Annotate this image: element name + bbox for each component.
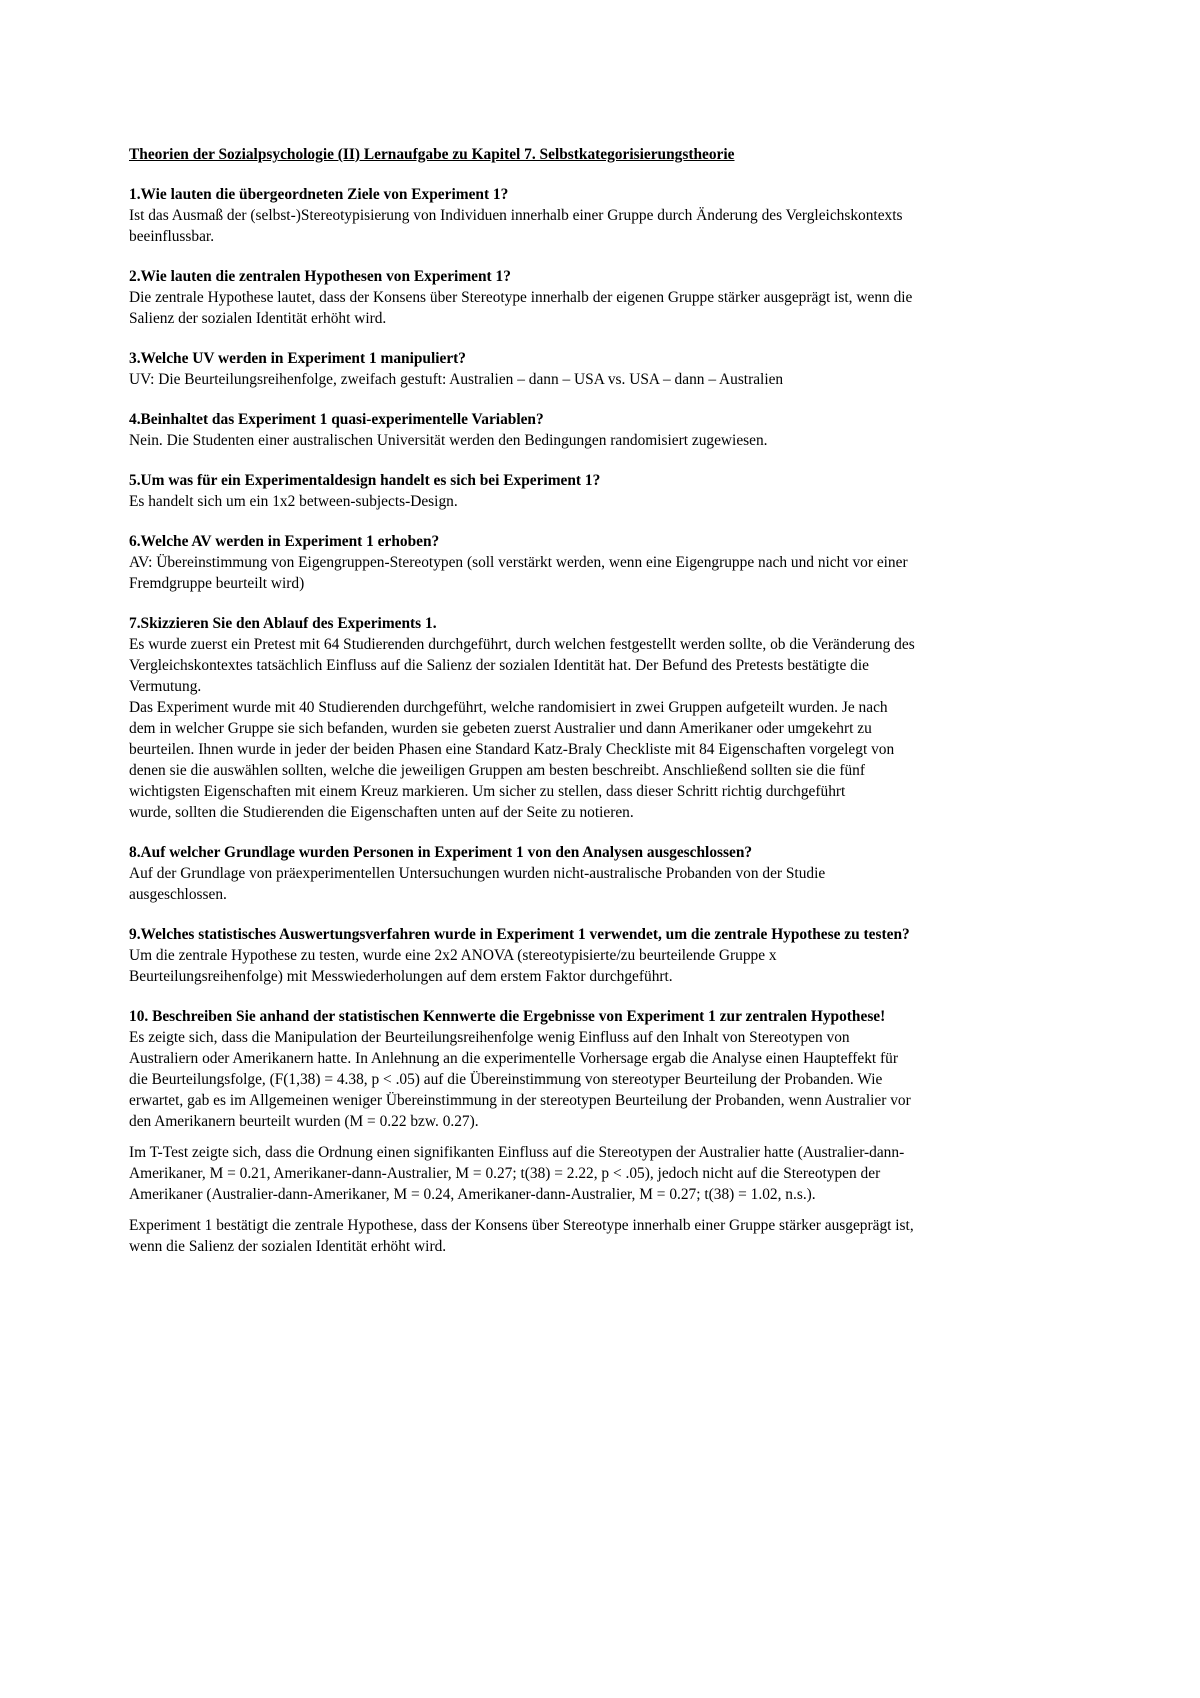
answer-line: Um die zentrale Hypothese zu testen, wurde eine 2x2 ANOVA (stereotypisierte/zu beurteilende Gruppe x — [129, 947, 777, 964]
document-content — [129, 144, 1069, 1276]
answer-line: Das Experiment wurde mit 40 Studierenden durchgeführt, welche randomisiert in zwei Gruppen aufgeteilt wurden. Je nach — [129, 699, 888, 716]
question-heading: 1.Wie lauten die übergeordneten Ziele von Experiment 1? — [129, 186, 509, 203]
answer-line: Beurteilungsreihenfolge) mit Messwiederholungen auf dem erstem Faktor durchgeführt. — [129, 968, 673, 985]
answer-line: beeinflussbar. — [129, 228, 215, 245]
answer-paragraph — [129, 287, 1069, 329]
question-heading: 3.Welche UV werden in Experiment 1 manipuliert? — [129, 350, 467, 367]
question-heading: 4.Beinhaltet das Experiment 1 quasi-experimentelle Variablen? — [129, 411, 544, 428]
answer-line: ausgeschlossen. — [129, 886, 227, 903]
answer-line: wenn die Salienz der sozialen Identität erhöht wird. — [129, 1238, 447, 1255]
question-heading: 2.Wie lauten die zentralen Hypothesen von Experiment 1? — [129, 268, 511, 285]
qa-block — [129, 613, 1069, 823]
answer-line: Amerikaner, M = 0.21, Amerikaner-dann-Australier, M = 0.27; t(38) = 2.22, p < .05), jedoch nicht auf die Stereotypen der — [129, 1165, 881, 1182]
qa-block — [129, 924, 1069, 987]
qa-list — [129, 184, 1069, 1257]
answer-line: Es handelt sich um ein 1x2 between-subjects-Design. — [129, 493, 458, 510]
qa-block — [129, 842, 1069, 905]
document-title: Theorien der Sozialpsychologie (II) Lernaufgabe zu Kapitel 7. Selbstkategorisierungstheorie — [129, 146, 735, 163]
answer-line: Vermutung. — [129, 678, 202, 695]
qa-block — [129, 348, 1069, 390]
answer-paragraph — [129, 552, 1069, 594]
question-heading: 8.Auf welcher Grundlage wurden Personen in Experiment 1 von den Analysen ausgeschlossen? — [129, 844, 753, 861]
question-heading: 10. Beschreiben Sie anhand der statistischen Kennwerte die Ergebnisse von Experiment 1 zur zentralen Hypothese! — [129, 1008, 886, 1025]
answer-paragraph — [129, 369, 1069, 390]
question-heading: 9.Welches statistisches Auswertungsverfahren wurde in Experiment 1 verwendet, um die zentrale Hypothese zu testen? — [129, 926, 910, 943]
answer-line: Australiern oder Amerikanern hatte. In Anlehnung an die experimentelle Vorhersage ergab die Analyse einen Haupteffekt für — [129, 1050, 898, 1067]
answer-line: UV: Die Beurteilungsreihenfolge, zweifach gestuft: Australien – dann – USA vs. USA – dann – Australien — [129, 371, 784, 388]
answer-line: Es wurde zuerst ein Pretest mit 64 Studierenden durchgeführt, durch welchen festgestellt werden sollte, ob die Veränderung des — [129, 636, 915, 653]
answer-paragraph — [129, 634, 1069, 697]
answer-line: Auf der Grundlage von präexperimentellen Untersuchungen wurden nicht-australische Probanden von der Studie — [129, 865, 826, 882]
answer-paragraph — [129, 945, 1069, 987]
answer-paragraph — [129, 863, 1069, 905]
qa-block — [129, 470, 1069, 512]
question-heading: 6.Welche AV werden in Experiment 1 erhoben? — [129, 533, 440, 550]
answer-line: erwartet, gab es im Allgemeinen weniger Übereinstimmung in der stereotypen Beurteilung der Probanden, wenn Australier vor — [129, 1092, 911, 1109]
answer-paragraph — [129, 1215, 1069, 1257]
question-heading: 5.Um was für ein Experimentaldesign handelt es sich bei Experiment 1? — [129, 472, 601, 489]
answer-line: Experiment 1 bestätigt die zentrale Hypothese, dass der Konsens über Stereotype innerhalb einer Gruppe stärker ausgeprägt ist, — [129, 1217, 914, 1234]
answer-paragraph — [129, 1027, 1069, 1132]
answer-line: beurteilen. Ihnen wurde in jeder der beiden Phasen eine Standard Katz-Braly Checkliste mit 84 Eigenschaften vorgelegt von — [129, 741, 895, 758]
answer-paragraph — [129, 491, 1069, 512]
answer-paragraph — [129, 430, 1069, 451]
answer-line: den Amerikanern beurteilt wurden (M = 0.22 bzw. 0.27). — [129, 1113, 479, 1130]
answer-line: Vergleichskontextes tatsächlich Einfluss auf die Salienz der sozialen Identität hat. Der Befund des Pretests bestätigte die — [129, 657, 869, 674]
qa-block — [129, 409, 1069, 451]
qa-block — [129, 531, 1069, 594]
answer-line: Fremdgruppe beurteilt wird) — [129, 575, 305, 592]
answer-line: dem in welcher Gruppe sie sich befanden, wurden sie gebeten zuerst Australier und dann Amerikaner oder umgekehrt zu — [129, 720, 872, 737]
answer-paragraph — [129, 697, 1069, 823]
answer-line: Die zentrale Hypothese lautet, dass der Konsens über Stereotype innerhalb der eigenen Gruppe stärker ausgeprägt ist, wenn die — [129, 289, 913, 306]
answer-line: Salienz der sozialen Identität erhöht wird. — [129, 310, 387, 327]
answer-paragraph — [129, 205, 1069, 247]
question-heading: 7.Skizzieren Sie den Ablauf des Experiments 1. — [129, 615, 437, 632]
answer-line: denen sie die auswählen sollten, welche die jeweiligen Gruppen am besten beschreibt. Anschließend sollten sie die fünf — [129, 762, 865, 779]
qa-block — [129, 266, 1069, 329]
answer-line: Nein. Die Studenten einer australischen Universität werden den Bedingungen randomisiert zugewiesen. — [129, 432, 768, 449]
answer-line: Es zeigte sich, dass die Manipulation der Beurteilungsreihenfolge wenig Einfluss auf den Inhalt von Stereotypen von — [129, 1029, 850, 1046]
answer-line: Im T-Test zeigte sich, dass die Ordnung einen signifikanten Einfluss auf die Stereotypen der Australier hatte (Australier-dann- — [129, 1144, 905, 1161]
qa-block — [129, 184, 1069, 247]
qa-block — [129, 1006, 1069, 1257]
answer-line: Amerikaner (Australier-dann-Amerikaner, M = 0.24, Amerikaner-dann-Australier, M = 0.27; t(38) = 1.02, n.s.). — [129, 1186, 816, 1203]
answer-paragraph — [129, 1142, 1069, 1205]
answer-line: Ist das Ausmaß der (selbst-)Stereotypisierung von Individuen innerhalb einer Gruppe durch Änderung des Vergleichskontexts — [129, 207, 903, 224]
answer-line: wichtigsten Eigenschaften mit einem Kreuz markieren. Um sicher zu stellen, dass dieser Schritt richtig durchgeführt — [129, 783, 846, 800]
answer-line: AV: Übereinstimmung von Eigengruppen-Stereotypen (soll verstärkt werden, wenn eine Eigengruppe nach und nicht vor einer — [129, 554, 908, 571]
answer-line: die Beurteilungsfolge, (F(1,38) = 4.38, p < .05) auf die Übereinstimmung von stereotyper Beurteilung der Probanden. Wie — [129, 1071, 883, 1088]
answer-line: wurde, sollten die Studierenden die Eigenschaften unten auf der Seite zu notieren. — [129, 804, 634, 821]
